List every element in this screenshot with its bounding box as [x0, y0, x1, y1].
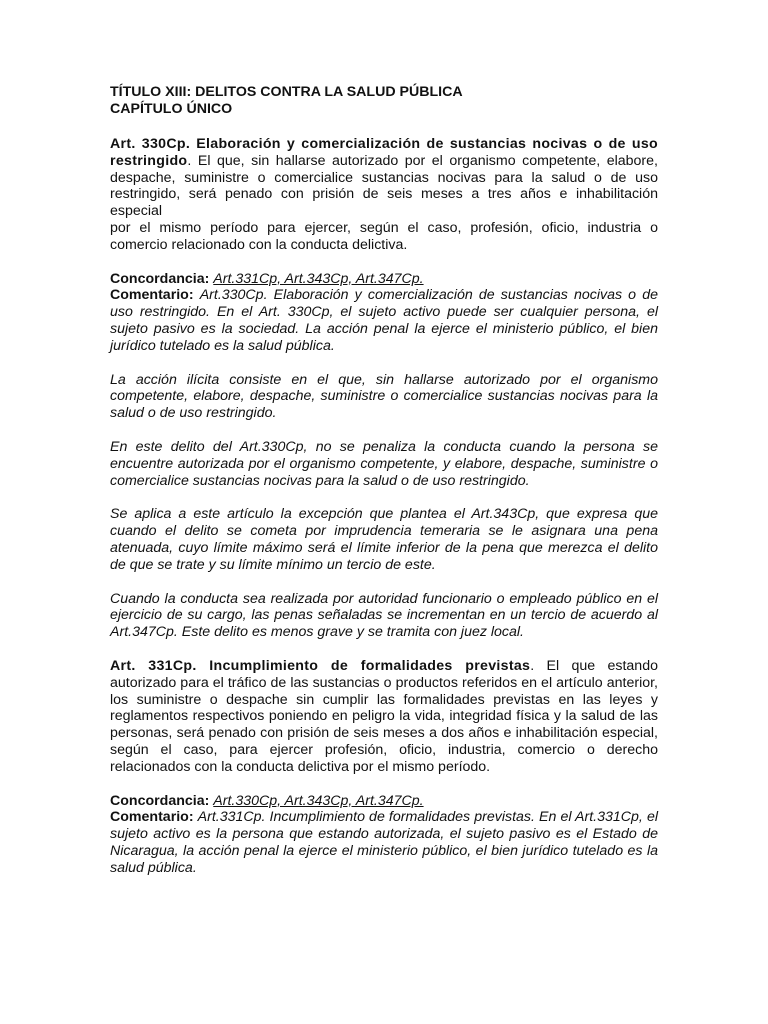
art-330-commentary-paragraph: Cuando la conducta sea realizada por autoridad funcionario o empleado público en el ejercicio de su cargo, las penas señaladas se incrementan en un tercio de acuerdo al Art.347Cp. Este delito es menos grave y se tramita con juez local.	[110, 590, 658, 641]
art-330-commentary-paragraph: En este delito del Art.330Cp, no se penaliza la conducta cuando la persona se encuentre autorizada por el organismo competente, y elabore, despache, suministre o comercialice sustancias nocivas para la salud o de uso restringido.	[110, 438, 658, 489]
chapter-heading: CAPÍTULO ÚNICO	[110, 101, 233, 117]
comentario-label: Comentario:	[110, 287, 194, 304]
art-330-body: . El que, sin hallarse autorizado por el organismo competente, elabore, despache, suministre o comercialice sustancias nocivas para la salud o de uso restringido, será penado con prisión de seis meses a tres años e inhabilitación especial	[110, 152, 658, 220]
comentario-label: Comentario:	[110, 809, 194, 826]
art-330-commentary-paragraph: La acción ilícita consiste en el que, sin hallarse autorizado por el organismo competente, elabore, despache, suministre o comercialice sustancias nocivas para la salud o de uso restringido.	[110, 371, 658, 422]
concordancia-refs: Art.331Cp, Art.343Cp, Art.347Cp.	[213, 270, 424, 287]
art-331-comentario	[110, 809, 658, 876]
art-330-commentary-paragraph: Se aplica a este artículo la excepción que plantea el Art.343Cp, que expresa que cuando el delito se cometa por imprudencia temeraria se le asignara una pena atenuada, cuyo límite máximo será el límite inferior de la pena que merezca el delito de que se trate y su límite mínimo un tercio de este.	[110, 506, 658, 573]
art-330-paragraph	[110, 136, 658, 220]
art-330-continuation: por el mismo período para ejercer, según el caso, profesión, oficio, industria o comercio relacionado con la conducta delictiva.	[110, 219, 658, 253]
concordancia-label: Concordancia:	[110, 270, 210, 287]
art-331-concordancia	[110, 793, 658, 810]
comentario-text: Art.331Cp. Incumplimiento de formalidades previstas. En el Art.331Cp, el sujeto activo es la persona que estando autorizada, el sujeto pasivo es el Estado de Nicaragua, la acción penal la ejerce el ministerio público, el bien jurídico tutelado es la salud pública.	[110, 809, 658, 876]
concordancia-refs: Art.330Cp, Art.343Cp, Art.347Cp.	[213, 792, 424, 809]
comentario-text: Art.330Cp. Elaboración y comercialización de sustancias nocivas o de uso restringido. En el Art. 330Cp, el sujeto activo puede ser cualquier persona, el sujeto pasivo es la sociedad. La acción penal la ejerce el ministerio público, el bien jurídico tutelado es la salud pública.	[110, 287, 658, 354]
art-330-concordancia	[110, 271, 658, 288]
art-331-body: . El que estando autorizado para el tráfico de las sustancias o productos referidos en el artículo anterior, los suministre o despache sin cumplir las formalidades previstas en las leyes y reglamentos respectivos poniendo en peligro la vida, integridad física y la salud de las personas, será penado con prisión de seis meses a dos años e inhabilitación especial, según el caso, para ejercer profesión, oficio, industria, comercio o derecho relacionados con la conducta delictiva por el mismo período.	[110, 657, 658, 775]
art-330-heading: Art. 330Cp. Elaboración y comercialización de sustancias nocivas o de uso restringido	[110, 136, 658, 169]
art-331-paragraph	[110, 658, 658, 776]
art-331-heading: Art. 331Cp. Incumplimiento de formalidades previstas	[110, 657, 531, 674]
title-heading: TÍTULO XIII: DELITOS CONTRA LA SALUD PÚBLICA	[110, 84, 463, 100]
art-330-comentario	[110, 287, 658, 354]
concordancia-label: Concordancia:	[110, 792, 210, 809]
